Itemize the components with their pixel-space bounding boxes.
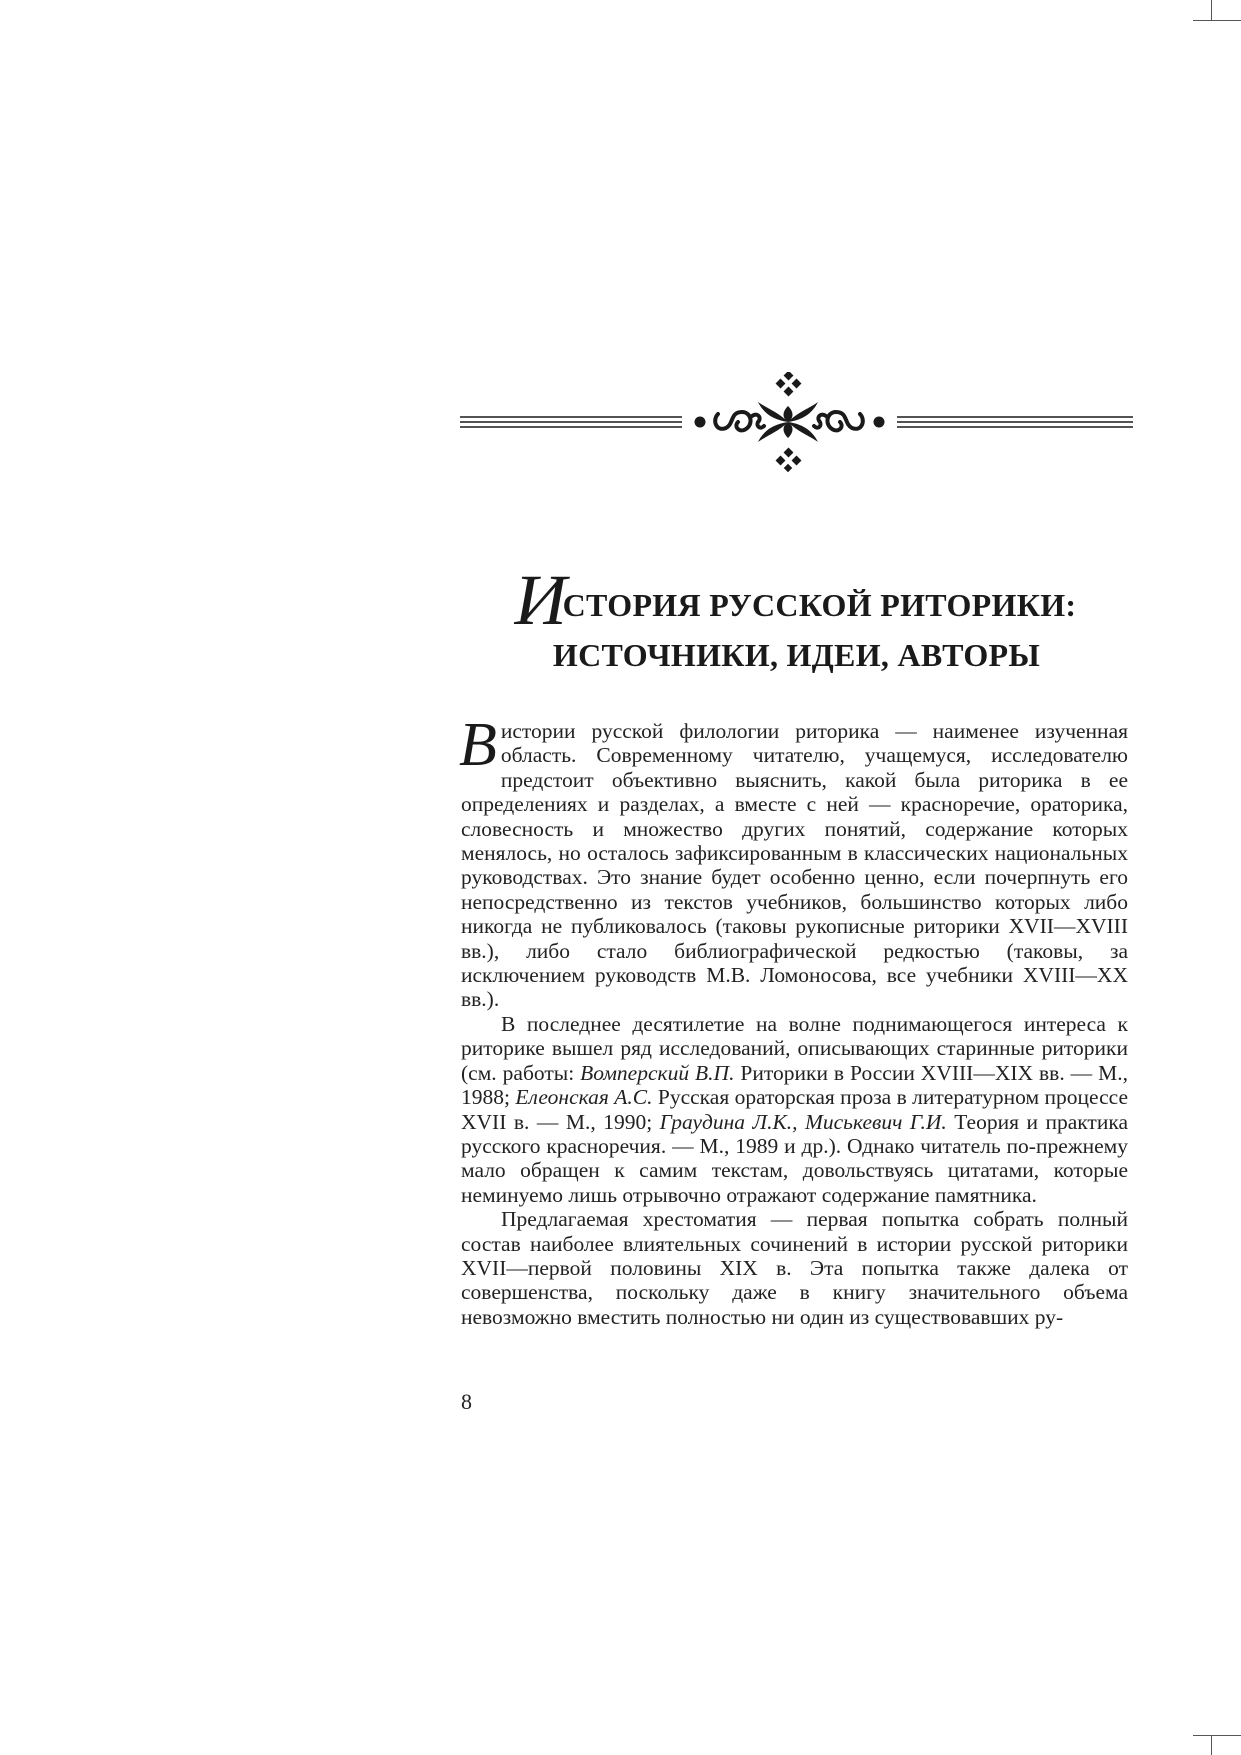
- paragraph-3: Предлагаемая хрестоматия — первая попытка собрать полный состав наиболее влиятельных сочинений в истории русской риторики XVII—первой половины XIX в. Эта попытка также далека от совершенства, поскольку даже в книгу значительного объема невозможно вместить полностью ни один из существовавших ру-: [461, 1207, 1128, 1329]
- crop-mark-top-vertical: [1211, 0, 1212, 20]
- crop-mark-top-horizontal: [1193, 20, 1241, 21]
- author-citation-3: Граудина Л.К., Миськевич Г.И.: [659, 1109, 947, 1134]
- author-citation-1: Вомперский В.П.: [580, 1060, 735, 1085]
- page-number: 8: [461, 1389, 472, 1414]
- ornamental-divider-icon: [460, 372, 1133, 472]
- chapter-title-line-1-text: СТОРИЯ РУССКОЙ РИТОРИКИ:: [562, 587, 1077, 623]
- chapter-title: [465, 560, 1128, 680]
- chapter-title-line-1: [463, 560, 1128, 640]
- body-text: [459, 711, 1129, 1329]
- chapter-title-initial: И: [514, 560, 563, 640]
- paragraph-2-text-2: Риторики в России XVIII—XIX вв. — М., 1988;: [461, 1060, 1129, 1110]
- author-citation-2: Елеонская А.С.: [515, 1085, 653, 1110]
- chapter-title-line-2: ИСТОЧНИКИ, ИДЕИ, АВТОРЫ: [552, 637, 1041, 673]
- paragraph-1-text: истории русской филологии риторика — наименее изученная область. Современному читателю, учащемуся, исследователю предстоит объективно выяснить, какой была риторика в ее определениях и разделах, а вместе с ней — красноречие, ораторика, словесность и множество других понятий, содержание которых менялось, но осталось зафиксированным в классических национальных руководствах. Это знание будет особенно ценно, если почерпнуть его непосредственно из текстов учебников, большинство которых либо никогда не публиковалось (таковы рукописные риторики XVII—XVIII вв.), либо стало библиографической редкостью (таковы, за исключением руководств М.В. Ломоносова, все учебники XVIII—XX вв.).: [461, 719, 1128, 1012]
- drop-cap: В: [459, 711, 497, 779]
- paragraph-2-text-3: Русская ораторская проза в литературном процессе XVII в. — М., 1990;: [461, 1085, 1128, 1134]
- paragraph-1: [459, 711, 1128, 1012]
- crop-mark-bottom-horizontal: [1193, 1735, 1241, 1736]
- paragraph-2-text-1: В последнее десятилетие на волне поднимающегося интереса к риторике вышел ряд исследований, описывающих старинные риторики (см. работы:: [461, 1011, 1128, 1085]
- crop-mark-bottom-vertical: [1211, 1735, 1212, 1755]
- paragraph-2-text-4: Теория и практика русского красноречия. — М., 1989 и др.). Однако читатель по-прежнему мало обращен к самим текстам, довольствуясь цитатами, которые неминуемо лишь отрывочно отражают содержание памятника.: [461, 1109, 1128, 1207]
- paragraph-2: [461, 1012, 1128, 1207]
